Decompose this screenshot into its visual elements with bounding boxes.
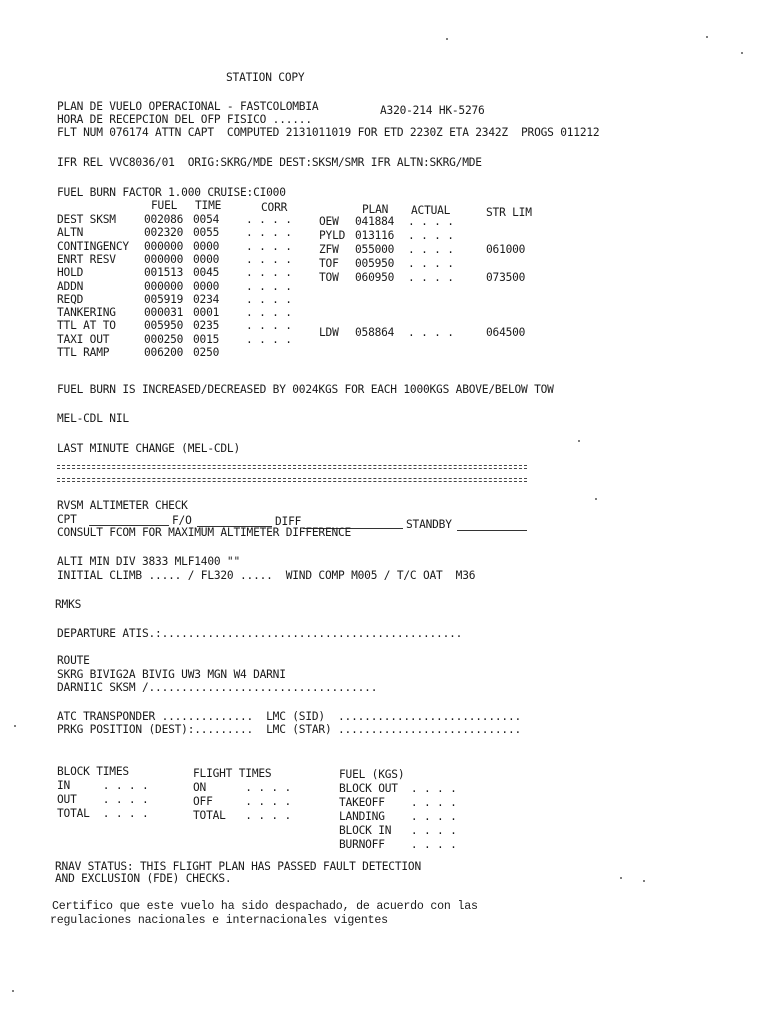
col-actual-header: ACTUAL [411, 204, 451, 217]
fuel-kgs-row: BLOCK IN . . . . [339, 824, 457, 837]
fuel-row-corr: . . . . [246, 306, 292, 320]
route-line-1: SKRG BIVIG2A BIVIG UW3 MGN W4 DARNI [57, 668, 286, 681]
fuel-row-actual: . . . . [408, 256, 454, 270]
fuel-row-plan: 058864 [355, 326, 395, 340]
fuel-row-label: CONTINGENCY [57, 239, 129, 253]
fuel-row-plan: 060950 [355, 270, 395, 284]
aircraft-registration: A320-214 HK-5276 [380, 104, 485, 117]
fuel-row-fuel: 000000 [144, 252, 184, 266]
dashed-rule [57, 465, 527, 466]
fuel-burn-factor: FUEL BURN FACTOR 1.000 CRUISE:CI000 [57, 186, 286, 199]
fuel-row-plan: 005950 [355, 256, 395, 270]
fuel-row-corr: . . . . [246, 213, 292, 226]
fuel-row-actual: . . . . [408, 270, 454, 284]
fuel-row-actual: . . . . [408, 326, 454, 340]
reception-time-line: HORA DE RECEPCION DEL OFP FISICO ...... [57, 113, 312, 126]
departure-atis-line: DEPARTURE ATIS.:.............................................. [57, 627, 463, 640]
fuel-row-actual: . . . . [408, 242, 454, 256]
scan-speck [12, 990, 14, 992]
fuel-row-label: TANKERING [57, 306, 116, 320]
fuel-row-actual: . . . . [408, 215, 454, 228]
col-plan-header: PLAN [362, 203, 389, 216]
rvsm-title: RVSM ALTIMETER CHECK [57, 499, 188, 512]
parking-position-line: PRKG POSITION (DEST):......... LMC (STAR) ............................ [57, 723, 522, 736]
ifr-release-line: IFR REL VVC8036/01 ORIG:SKRG/MDE DEST:SKSM/SMR IFR ALTN:SKRG/MDE [57, 156, 482, 169]
rnav-status-line-2: AND EXCLUSION (FDE) CHECKS. [55, 872, 232, 885]
fuel-row-corr: . . . . [246, 239, 292, 253]
flight-number-line: FLT NUM 076174 ATTN CAPT COMPUTED 2131011019 FOR ETD 2230Z ETA 2342Z PROGS 011212 [57, 126, 600, 139]
scan-speck [643, 880, 645, 882]
col-time-header: TIME [195, 199, 222, 212]
fuel-row-plan: 013116 [355, 228, 395, 242]
fuel-row-fuel: 000000 [144, 279, 184, 293]
col-corr-header: CORR [261, 201, 288, 214]
fuel-row-time: 0000 [193, 279, 220, 293]
dashed-rule [57, 481, 527, 482]
fuel-row-fuel: 002086 [144, 213, 184, 226]
fuel-row-label: ENRT RESV [57, 252, 116, 266]
fuel-row-time: 0054 [193, 213, 220, 226]
flight-times-row: TOTAL . . . . [193, 809, 292, 822]
fuel-row-weight-label: OEW [319, 215, 339, 228]
fuel-row-fuel: 006200 [144, 346, 184, 359]
rnav-status-line-1: RNAV STATUS: THIS FLIGHT PLAN HAS PASSED FAULT DETECTION [55, 860, 421, 873]
fuel-row-label: ADDN [57, 279, 84, 293]
fuel-row-str-limit: 061000 [486, 242, 526, 256]
flight-times-row: OFF . . . . [193, 795, 292, 808]
fuel-row-corr: . . . . [246, 266, 292, 280]
fuel-row-time: 0015 [193, 332, 220, 346]
fuel-row-corr: . . . . [246, 292, 292, 306]
dashed-rule [57, 478, 527, 479]
fuel-kgs-row: BLOCK OUT . . . . [339, 782, 457, 795]
fuel-row-label: HOLD [57, 266, 84, 280]
plan-title: PLAN DE VUELO OPERACIONAL - FASTCOLOMBIA [57, 100, 319, 113]
scan-speck [446, 38, 448, 40]
fuel-row-label: TTL RAMP [57, 346, 110, 359]
fuel-row-fuel: 000031 [144, 306, 184, 320]
fuel-row-fuel: 002320 [144, 226, 184, 240]
scan-speck [620, 877, 622, 879]
scan-speck [595, 498, 597, 500]
fuel-row-fuel: 000000 [144, 239, 184, 253]
certification-line-2: regulaciones nacionales e internacionales vigentes [50, 914, 388, 927]
fuel-row-time: 0235 [193, 319, 220, 333]
fuel-row-corr: . . . . [246, 226, 292, 240]
fuel-row-time: 0234 [193, 292, 220, 306]
alti-min-div-line: ALTI MIN DIV 3833 MLF1400 "" [57, 555, 240, 568]
fuel-row-weight-label: ZFW [319, 242, 339, 256]
fuel-row-time: 0045 [193, 266, 220, 280]
route-title: ROUTE [57, 654, 90, 667]
fuel-row-corr: . . . . [246, 332, 292, 346]
fuel-row-time: 0250 [193, 346, 220, 359]
route-line-2: DARNI1C SKSM /................................... [57, 681, 378, 694]
scan-speck [741, 52, 743, 54]
dashed-rule [57, 468, 527, 469]
fuel-row-weight-label: LDW [319, 326, 339, 340]
block-times-row: TOTAL . . . . [57, 807, 149, 820]
fuel-row-time: 0001 [193, 306, 220, 320]
fuel-kgs-row: BURNOFF . . . . [339, 838, 457, 851]
rvsm-standby-label: STANDBY [406, 518, 452, 531]
rvsm-diff-label: DIFF [275, 515, 302, 528]
fuel-row-label: DEST SKSM [57, 213, 116, 226]
fuel-row-str-limit: 073500 [486, 270, 526, 284]
certification-line-1: Certifico que este vuelo ha sido despachado, de acuerdo con las [52, 900, 478, 913]
fuel-row-corr: . . . . [246, 252, 292, 266]
fuel-row-label: ALTN [57, 226, 84, 240]
col-fuel-header: FUEL [151, 199, 178, 212]
atc-transponder-line: ATC TRANSPONDER .............. LMC (SID) ............................ [57, 710, 522, 723]
fuel-row-time: 0055 [193, 226, 220, 240]
initial-climb-line: INITIAL CLIMB ..... / FL320 ..... WIND COMP M005 / T/C OAT M36 [57, 569, 476, 582]
mel-cdl-line: MEL-CDL NIL [57, 412, 129, 425]
standby-blank [457, 530, 527, 531]
fuel-row-fuel: 001513 [144, 266, 184, 280]
fuel-row-weight-label: TOF [319, 256, 339, 270]
fuel-row-label: REQD [57, 292, 84, 306]
fuel-burn-note: FUEL BURN IS INCREASED/DECREASED BY 0024KGS FOR EACH 1000KGS ABOVE/BELOW TOW [57, 383, 554, 396]
fuel-row-label: TTL AT TO [57, 319, 116, 333]
rmks-label: RMKS [55, 598, 82, 611]
fuel-row-fuel: 000250 [144, 332, 184, 346]
consult-fcom-line: CONSULT FCOM FOR MAXIMUM ALTIMETER DIFFERENCE [57, 526, 352, 539]
flight-times-row: ON . . . . [193, 781, 292, 794]
fuel-row-corr: . . . . [246, 279, 292, 293]
scan-speck [14, 725, 16, 727]
fuel-row-fuel: 005950 [144, 319, 184, 333]
fuel-kgs-row: LANDING . . . . [339, 810, 457, 823]
flight-times-title: FLIGHT TIMES [193, 767, 272, 780]
fuel-row-corr: . . . . [246, 319, 292, 333]
fuel-row-time: 0000 [193, 252, 220, 266]
col-strlim-header: STR LIM [486, 206, 532, 219]
fuel-row-weight-label: PYLD [319, 228, 346, 242]
fuel-row-label: TAXI OUT [57, 332, 110, 346]
fuel-row-fuel: 005919 [144, 292, 184, 306]
fuel-row-plan: 055000 [355, 242, 395, 256]
fuel-kgs-title: FUEL (KGS) [339, 768, 405, 781]
last-minute-change-label: LAST MINUTE CHANGE (MEL-CDL) [57, 442, 240, 455]
fuel-row-str-limit: 064500 [486, 326, 526, 340]
rvsm-cpt-label: CPT [57, 513, 77, 526]
scan-speck [578, 440, 580, 442]
fuel-row-plan: 041884 [355, 215, 395, 228]
scan-speck [706, 36, 708, 38]
fuel-row-weight-label: TOW [319, 270, 339, 284]
fuel-row-time: 0000 [193, 239, 220, 253]
fuel-row-actual: . . . . [408, 228, 454, 242]
block-times-title: BLOCK TIMES [57, 765, 129, 778]
rvsm-fo-label: F/O [172, 514, 192, 527]
block-times-row: IN . . . . [57, 779, 149, 792]
block-times-row: OUT . . . . [57, 793, 149, 806]
fuel-kgs-row: TAKEOFF . . . . [339, 796, 457, 809]
station-copy-label: STATION COPY [226, 71, 305, 84]
